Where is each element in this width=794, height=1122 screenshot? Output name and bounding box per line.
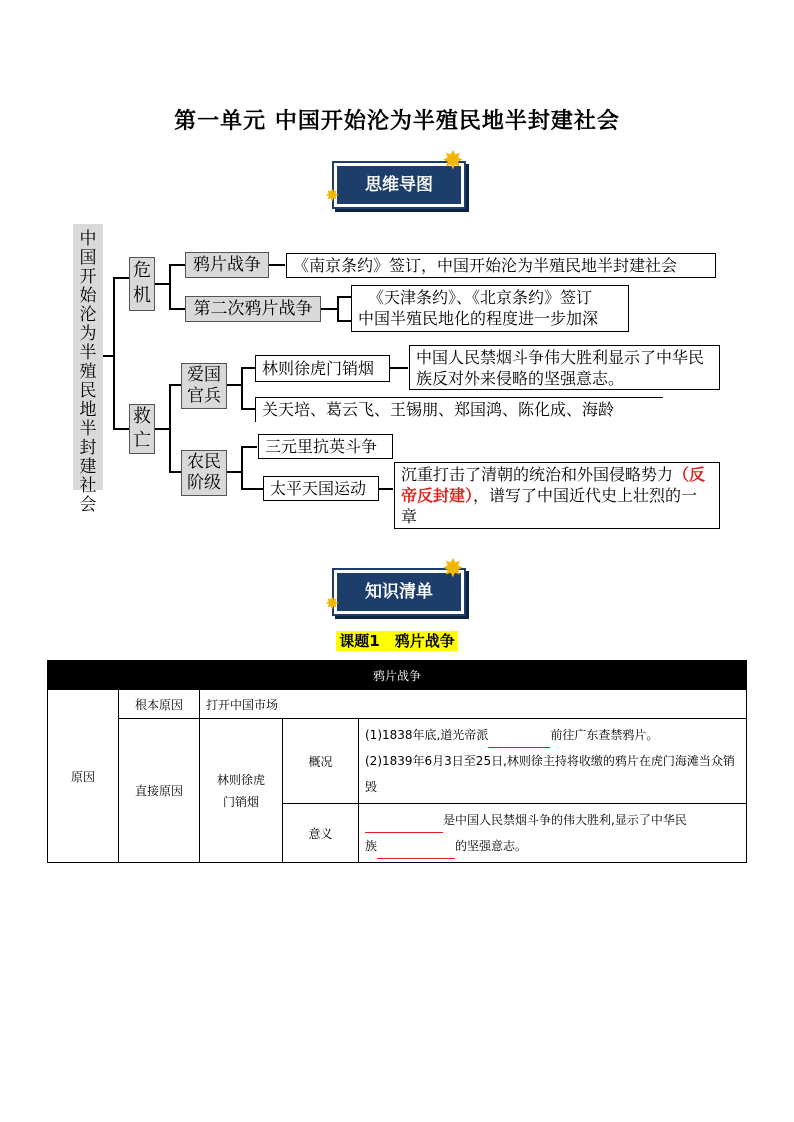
fill-blank[interactable] [488, 735, 550, 748]
second-opium-war-note [351, 285, 629, 332]
note-line: 《天津条约》、《北京条约》签订 [368, 288, 593, 307]
peasants-label: 农民阶级 [187, 452, 221, 493]
star-icon: ✸ [325, 594, 340, 614]
officers-label: 爱国官兵 [187, 365, 221, 406]
note-text: ，谱写了中国近代史上壮烈的一章 [401, 486, 698, 526]
table-header: 鸦片战争 [48, 661, 747, 690]
note-text: 沉重打击了清朝的统治和外国侵略势力 [401, 465, 674, 484]
knowledge-table [47, 660, 747, 863]
meaning-text-part: 的坚强意志。 [455, 839, 528, 853]
reason-cell: 原因 [48, 690, 119, 863]
patriotic-officers-node [181, 363, 227, 409]
fill-blank[interactable] [365, 820, 443, 833]
meaning-text-part: 族 [365, 839, 378, 853]
taiping-node: 太平天国运动 [263, 476, 379, 501]
meaning-line [365, 807, 740, 833]
lin-zexu-node: 林则徐虎门销烟 [255, 355, 390, 382]
taiping-note [394, 462, 720, 529]
meaning-text [359, 804, 747, 863]
lesson-heading [0, 630, 794, 651]
overview-text [359, 719, 747, 804]
meaning-line [365, 833, 740, 859]
note-highlight: （反帝反封建） [401, 465, 706, 505]
mindmap-banner: 思维导图 [334, 163, 464, 207]
star-icon: ✸ [442, 146, 464, 176]
mindmap-root-label: 中国开始沦为半殖民地半封建社会 [79, 229, 97, 515]
event-cell: 林则徐虎门销烟 [200, 719, 283, 863]
knowledge-banner: 知识清单 [334, 570, 464, 614]
star-icon: ✸ [325, 186, 340, 206]
star-icon: ✸ [442, 554, 464, 584]
overview-line [365, 722, 740, 748]
note-line: 中国半殖民地化的程度进一步加深 [358, 309, 599, 328]
mindmap-root [73, 224, 103, 515]
peasants-node [181, 450, 227, 496]
overview-text-part: (1)1838年底,道光帝派 [365, 728, 489, 742]
salvation-node [129, 404, 155, 454]
crisis-label: 危机 [133, 260, 151, 306]
fill-blank[interactable] [377, 846, 455, 859]
direct-cause-label: 直接原因 [119, 719, 200, 863]
meaning-label: 意义 [283, 804, 359, 863]
lesson-title: 课题1 鸦片战争 [336, 631, 457, 651]
generals-node: 关天培、葛云飞、王锡朋、郑国鸿、陈化成、海龄 [255, 397, 663, 422]
meaning-text-part: 是中国人民禁烟斗争的伟大胜利,显示了中华民 [443, 813, 687, 827]
root-cause-label: 根本原因 [119, 690, 200, 719]
overview-label: 概况 [283, 719, 359, 804]
opium-war-node: 鸦片战争 [185, 252, 269, 278]
root-cause-text: 打开中国市场 [200, 690, 747, 719]
salvation-label: 救亡 [133, 406, 151, 451]
crisis-node [129, 257, 155, 311]
opium-war-note: 《南京条约》签订，中国开始沦为半殖民地半封建社会 [286, 253, 716, 278]
lin-zexu-note: 中国人民禁烟斗争伟大胜利显示了中华民族反对外来侵略的坚强意志。 [409, 345, 720, 390]
second-opium-war-node: 第二次鸦片战争 [185, 296, 321, 322]
page-title: 第一单元 中国开始沦为半殖民地半封建社会 [174, 109, 620, 134]
overview-text-part: 前往广东查禁鸦片。 [550, 728, 659, 742]
overview-line: (2)1839年6月3日至25日,林则徐主持将收缴的鸦片在虎门海滩当众销毁 [365, 754, 735, 794]
sanyuanli-node: 三元里抗英斗争 [258, 434, 393, 459]
